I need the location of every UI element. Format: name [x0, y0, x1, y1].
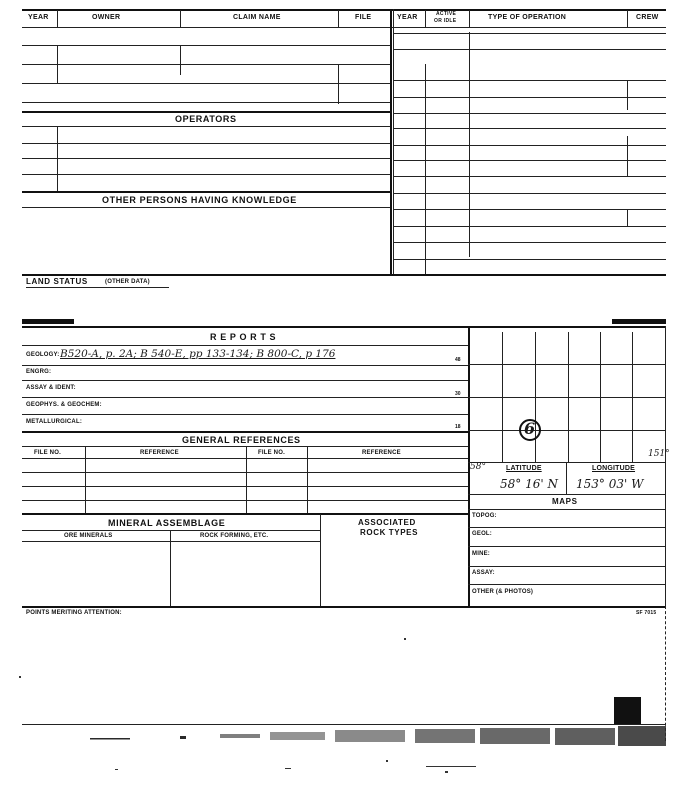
rock-types-label: ROCK TYPES	[360, 528, 419, 537]
header-year: YEAR	[28, 14, 49, 21]
maps-topog: TOPOG:	[472, 513, 497, 519]
geophys-geochem-label: GEOPHYS. & GEOCHEM:	[26, 402, 102, 408]
corner-right-label: 151°	[648, 449, 670, 459]
header-file: FILE	[355, 14, 372, 21]
form-number: SF 7015	[636, 610, 657, 616]
geology-value: B520-A, p. 2A; B 540-E, pp 133-134; B 800-C, p 176	[60, 348, 336, 360]
header-year-2: YEAR	[397, 14, 418, 21]
engrg-label: ENGRG:	[26, 369, 52, 375]
noise-strip	[70, 726, 668, 750]
points-meriting-label: POINTS MERITING ATTENTION:	[26, 610, 122, 616]
reports-title: R E P O R T S	[210, 332, 277, 342]
black-corner-block	[614, 697, 641, 725]
gr-header-reference-2: REFERENCE	[362, 450, 401, 456]
land-status-label: LAND STATUS	[26, 277, 88, 286]
header-type-of-operation: TYPE OF OPERATION	[488, 14, 567, 21]
header-claim-name: CLAIM NAME	[233, 14, 281, 21]
ore-minerals-label: ORE MINERALS	[64, 533, 113, 539]
maps-other-photos: OTHER (& PHOTOS)	[472, 589, 534, 595]
maps-geol: GEOL:	[472, 531, 492, 537]
header-owner: OWNER	[92, 14, 121, 21]
gr-header-file-no-2: FILE NO.	[258, 450, 285, 456]
gr-header-file-no-1: FILE NO.	[34, 450, 61, 456]
longitude-value: 153° 03' W	[576, 477, 644, 491]
operators-title: OPERATORS	[175, 114, 237, 124]
assay-ident-label: ASSAY & IDENT:	[26, 385, 76, 391]
metallurgical-label: METALLURGICAL:	[26, 419, 83, 425]
assay-num: 30	[455, 391, 461, 397]
land-status-sublabel: (OTHER DATA)	[105, 279, 150, 285]
metallurgical-num: 18	[455, 424, 461, 430]
latitude-value: 58° 16' N	[500, 477, 558, 491]
longitude-label: LONGITUDE	[592, 465, 636, 472]
mineral-assemblage-title: MINERAL ASSEMBLAGE	[108, 518, 226, 528]
other-persons-title: OTHER PERSONS HAVING KNOWLEDGE	[102, 195, 297, 205]
gr-header-reference-1: REFERENCE	[140, 450, 179, 456]
header-or-idle: OR IDLE	[434, 18, 457, 24]
latitude-label: LATITUDE	[506, 465, 542, 472]
geology-num: 48	[455, 357, 461, 363]
maps-assay: ASSAY:	[472, 570, 495, 576]
geology-label: GEOLOGY:	[26, 352, 60, 358]
associated-label: ASSOCIATED	[358, 518, 416, 527]
grid-mark-circle	[519, 419, 541, 441]
header-crew: CREW	[636, 14, 659, 21]
header-active: ACTIVE	[436, 11, 457, 17]
rock-forming-label: ROCK FORMING, ETC.	[200, 533, 269, 539]
maps-title: MAPS	[552, 497, 578, 506]
general-references-title: GENERAL REFERENCES	[182, 435, 301, 445]
maps-mine: MINE:	[472, 551, 490, 557]
corner-left-label: 58°	[470, 462, 486, 472]
grid-mark: 6	[524, 419, 536, 438]
